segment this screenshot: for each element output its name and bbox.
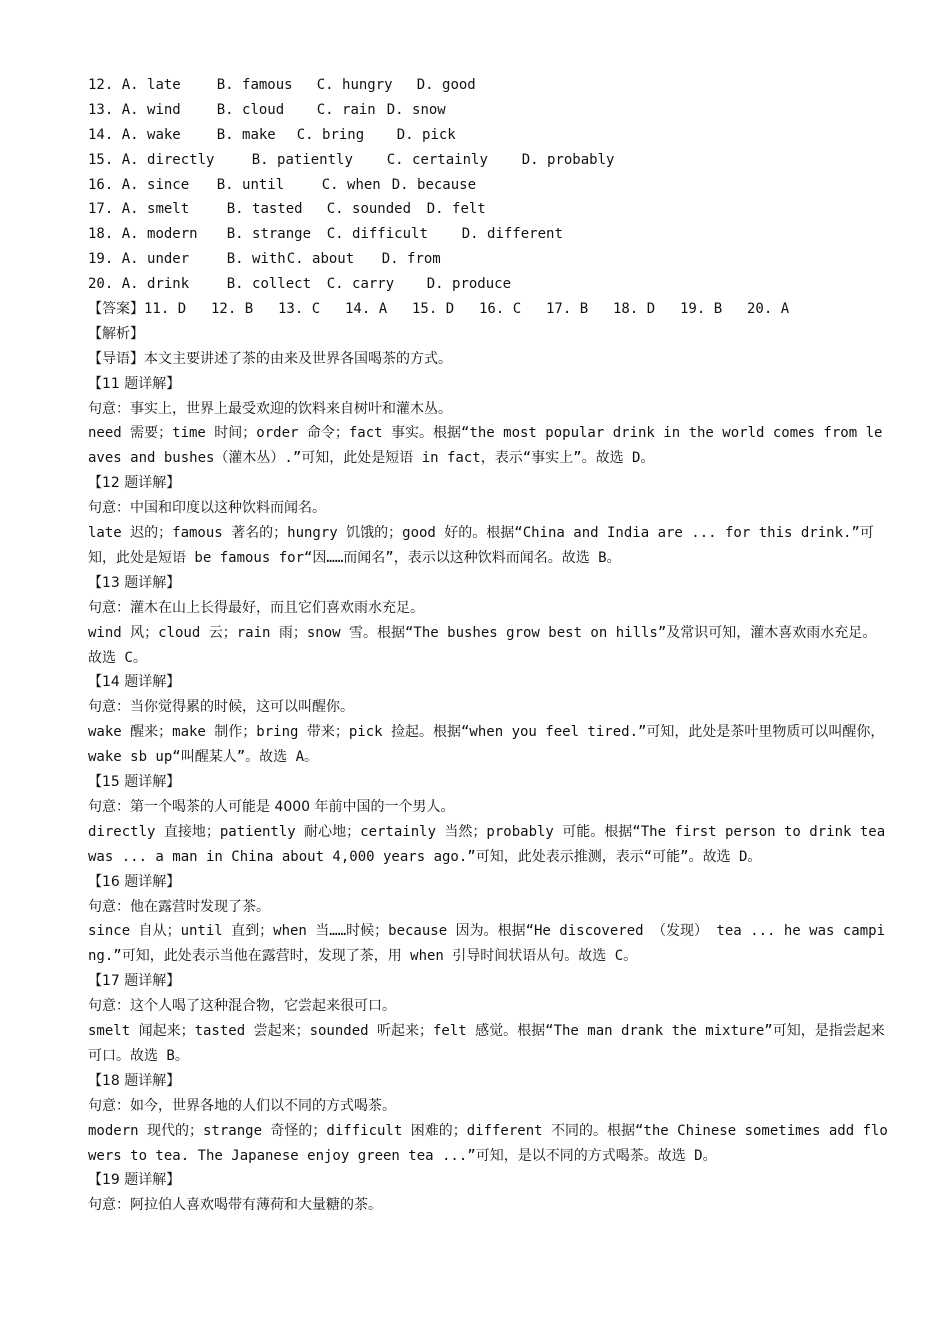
explanation-sentence: 句意：中国和印度以这种饮料而闻名。 (88, 500, 326, 517)
explanation-sentence: 句意：阿拉伯人喜欢喝带有薄荷和大量糖的茶。 (88, 1197, 382, 1214)
explanation-item (88, 571, 888, 671)
explanation-heading: 【15 题详解】 (88, 774, 181, 791)
question-row: 18. A. modern B. strange C. difficult D. different (88, 226, 563, 243)
explanation-item (88, 372, 888, 472)
intro-text: 【导语】本文主要讲述了茶的由来及世界各国喝茶的方式。 (88, 350, 452, 367)
explanation-item (88, 1069, 888, 1169)
explanation-heading: 【17 题详解】 (88, 973, 181, 990)
explanation-detail: since 自从；until 直到；when 当……时候；because 因为。根据“He discovered （发现） tea ... he was camping.”可知，此处表示当他在露营时，发现了茶，用 when 引导时间状语从句。故选 C。 (88, 923, 886, 965)
explanation-list (88, 372, 888, 1219)
explanation-heading: 【12 题详解】 (88, 475, 181, 492)
explanation-heading: 【13 题详解】 (88, 574, 181, 591)
document-page (88, 73, 888, 1218)
explanation-detail: wind 风；cloud 云；rain 雨；snow 雪。根据“The bushes grow best on hills”及常识可知，灌木喜欢雨水充足。故选 C。 (88, 624, 877, 666)
explanation-item (88, 1168, 888, 1218)
question-row: 15. A. directly B. patiently C. certainly D. probably (88, 151, 615, 168)
explanation-heading: 【16 题详解】 (88, 873, 181, 890)
question-row: 19. A. under B. withC. about D. from (88, 251, 441, 268)
explanation-sentence: 句意：如今，世界各地的人们以不同的方式喝茶。 (88, 1097, 396, 1114)
explanation-sentence: 句意：事实上，世界上最受欢迎的饮料来自树叶和灌木丛。 (88, 400, 452, 417)
explanation-detail: need 需要；time 时间；order 命令；fact 事实。根据“the most popular drink in the world comes from leaves and bushes（灌木丛）.”可知，此处是短语 in fact，表示“事实上”。故选 D。 (88, 425, 883, 467)
question-row: 13. A. wind B. cloud C. rain D. snow (88, 101, 446, 118)
explanation-heading: 【11 题详解】 (88, 375, 181, 392)
explanation-heading: 【14 题详解】 (88, 674, 181, 691)
explanation-item (88, 770, 888, 870)
question-list (88, 73, 888, 297)
explanation-heading: 【19 题详解】 (88, 1172, 181, 1189)
question-row: 17. A. smelt B. tasted C. sounded D. felt (88, 201, 486, 218)
explanation-item (88, 870, 888, 970)
question-row: 16. A. since B. until C. when D. because (88, 176, 477, 193)
explanation-detail: directly 直接地；patiently 耐心地；certainly 当然；probably 可能。根据“The first person to drink tea was ... a man in China about 4,000 years ago.”可知，此处表示推测，表示“可能”。故选 D。 (88, 823, 886, 865)
explanation-sentence: 句意：灌木在山上长得最好，而且它们喜欢雨水充足。 (88, 599, 424, 616)
explanation-sentence: 句意：第一个喝茶的人可能是 4000 年前中国的一个男人。 (88, 798, 455, 815)
explanation-sentence: 句意：他在露营时发现了茶。 (88, 898, 270, 915)
question-row: 20. A. drink B. collect C. carry D. produce (88, 276, 512, 293)
explanation-heading: 【18 题详解】 (88, 1072, 181, 1089)
explanation-detail: wake 醒来；make 制作；bring 带来；pick 捡起。根据“when you feel tired.”可知，此处是茶叶里物质可以叫醒你，wake sb up“叫醒某人”。故选 A。 (88, 724, 885, 766)
explanation-detail: modern 现代的；strange 奇怪的；difficult 困难的；different 不同的。根据“the Chinese sometimes add flowers to tea. The Japanese enjoy green tea ...”可知，是以不同的方式喝茶。故选 D。 (88, 1122, 888, 1164)
explanation-detail: smelt 闻起来；tasted 尝起来；sounded 听起来；felt 感觉。根据“The man drank the mixture”可知，是指尝起来可口。故选 B。 (88, 1023, 885, 1064)
question-row: 14. A. wake B. make C. bring D. pick (88, 126, 456, 143)
answer-label: 【答案】 (88, 301, 144, 318)
explanation-sentence: 句意：当你觉得累的时候，这可以叫醒你。 (88, 699, 354, 716)
explanation-item (88, 471, 888, 571)
explanation-sentence: 句意：这个人喝了这种混合物，它尝起来很可口。 (88, 998, 396, 1015)
explanation-detail: late 迟的；famous 著名的；hungry 饥饿的；good 好的。根据“China and India are ... for this drink.”可知，此处是短语 be famous for“因……而闻名”，表示以这种饮料而闻名。故选 B。 (88, 525, 874, 566)
question-row: 12. A. late B. famous C. hungry D. good (88, 77, 476, 93)
analysis-heading: 【解析】 (88, 325, 144, 342)
answer-row: 【答案】11. D 12. B 13. C 14. A 15. D 16. C 17. B 18. D 19. B 20. A (88, 301, 790, 318)
explanation-item (88, 670, 888, 770)
explanation-item (88, 969, 888, 1069)
